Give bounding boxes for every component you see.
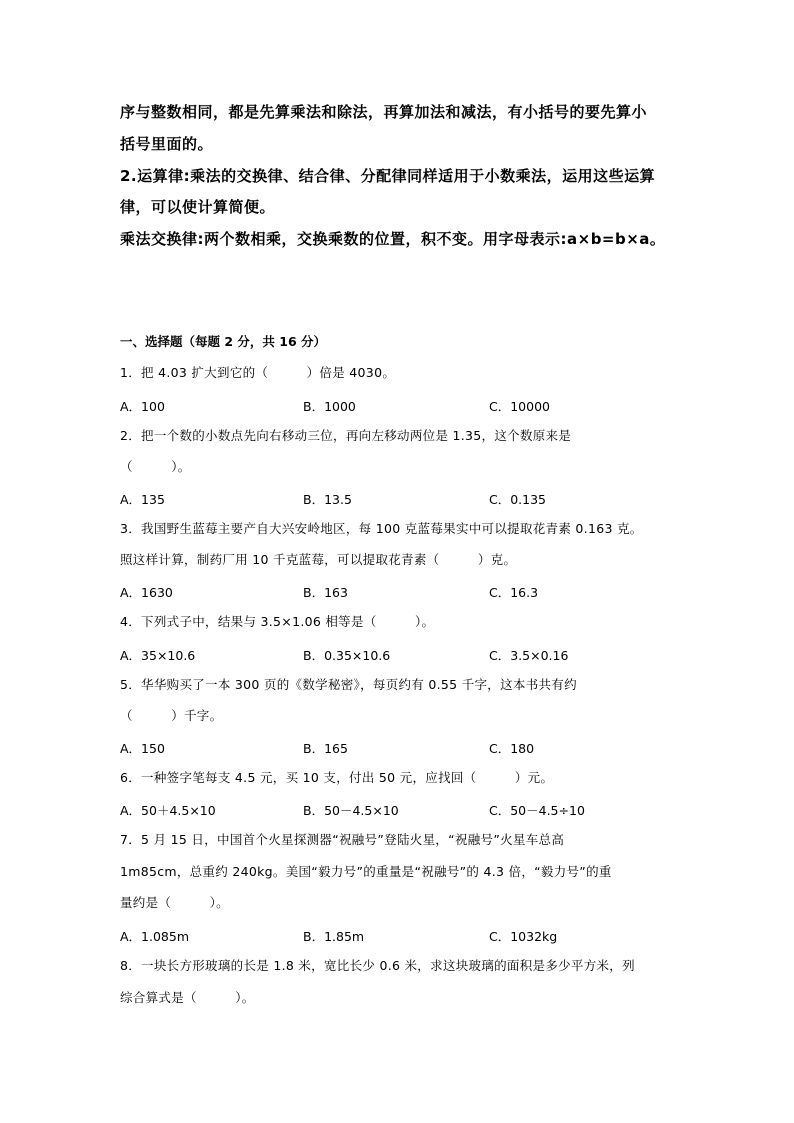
question-2-text: （ ）。: [120, 459, 191, 474]
intro-line: 乘法交换律:两个数相乘，交换乘数的位置，积不变。用字母表示:a×b=b×a。: [120, 230, 666, 248]
section-title: 一、选择题（每题 2 分，共 16 分）: [120, 334, 327, 349]
question-5-text: 5．华华购买了一本 300 页的《数学秘密》，每页约有 0.55 千字，这本书共有约: [120, 677, 577, 692]
question-1-text: 1．把 4.03 扩大到它的（ ）倍是 4030。: [120, 365, 396, 380]
question-1-options: [120, 397, 680, 413]
question-2-text: 2．把一个数的小数点先向右移动三位，再向左移动两位是 1.35，这个数原来是: [120, 428, 572, 443]
intro-line: 律，可以使计算简便。: [120, 198, 276, 216]
question-6-options: [120, 801, 680, 817]
option-c: C．180: [489, 741, 535, 756]
question-2-options: [120, 490, 680, 506]
intro-line: 2.运算律:乘法的交换律、结合律、分配律同样适用于小数乘法，运用这些运算: [120, 167, 656, 185]
question-3-text: 照这样计算，制药厂用 10 千克蓝莓，可以提取花青素（ ）克。: [120, 552, 517, 567]
option-b: B．163: [303, 585, 348, 600]
question-8-text: 综合算式是（ ）。: [120, 990, 255, 1005]
question-4-text: 4．下列式子中，结果与 3.5×1.06 相等是（ ）。: [120, 614, 435, 629]
intro-line: 序与整数相同，都是先算乘法和除法，再算加法和减法，有小括号的要先算小: [120, 103, 648, 121]
question-3-text: 3．我国野生蓝莓主要产自大兴安岭地区，每 100 克蓝莓果实中可以提取花青素 0.163 克。: [120, 521, 643, 536]
question-3-options: [120, 583, 680, 599]
option-a: A．150: [120, 741, 165, 756]
question-7-options: [120, 927, 680, 943]
question-8-text: 8．一块长方形玻璃的长是 1.8 米，宽比长少 0.6 米，求这块玻璃的面积是多少平方米，列: [120, 958, 635, 973]
option-c: C．50－4.5÷10: [489, 803, 585, 818]
option-a: A．1630: [120, 585, 173, 600]
option-b: B．0.35×10.6: [303, 648, 391, 663]
option-c: C．1032kg: [489, 929, 558, 944]
option-c: C．3.5×0.16: [489, 648, 569, 663]
intro-line: 括号里面的。: [120, 135, 214, 153]
question-7-text: 1m85cm，总重约 240kg。美国“毅力号”的重量是“祝融号”的 4.3 倍，“毅力号”的重: [120, 864, 612, 879]
option-a: A．35×10.6: [120, 648, 196, 663]
question-4-options: [120, 646, 680, 662]
question-5-text: （ ）千字。: [120, 708, 223, 723]
option-c: C．16.3: [489, 585, 539, 600]
option-c: C．0.135: [489, 492, 547, 507]
option-a: A．50＋4.5×10: [120, 803, 216, 818]
option-b: B．1000: [303, 399, 356, 414]
question-6-text: 6．一种签字笔每支 4.5 元，买 10 支，付出 50 元，应找回（ ）元。: [120, 770, 554, 785]
option-b: B．165: [303, 741, 348, 756]
question-5-options: [120, 739, 680, 755]
question-7-text: 量约是（ ）。: [120, 895, 229, 910]
option-c: C．10000: [489, 399, 550, 414]
option-b: B．13.5: [303, 492, 352, 507]
option-a: A．1.085m: [120, 929, 190, 944]
option-a: A．135: [120, 492, 165, 507]
option-b: B．50－4.5×10: [303, 803, 399, 818]
option-a: A．100: [120, 399, 165, 414]
question-7-text: 7．5 月 15 日，中国首个火星探测器“祝融号”登陆火星，“祝融号”火星车总高: [120, 832, 565, 847]
option-b: B．1.85m: [303, 929, 365, 944]
